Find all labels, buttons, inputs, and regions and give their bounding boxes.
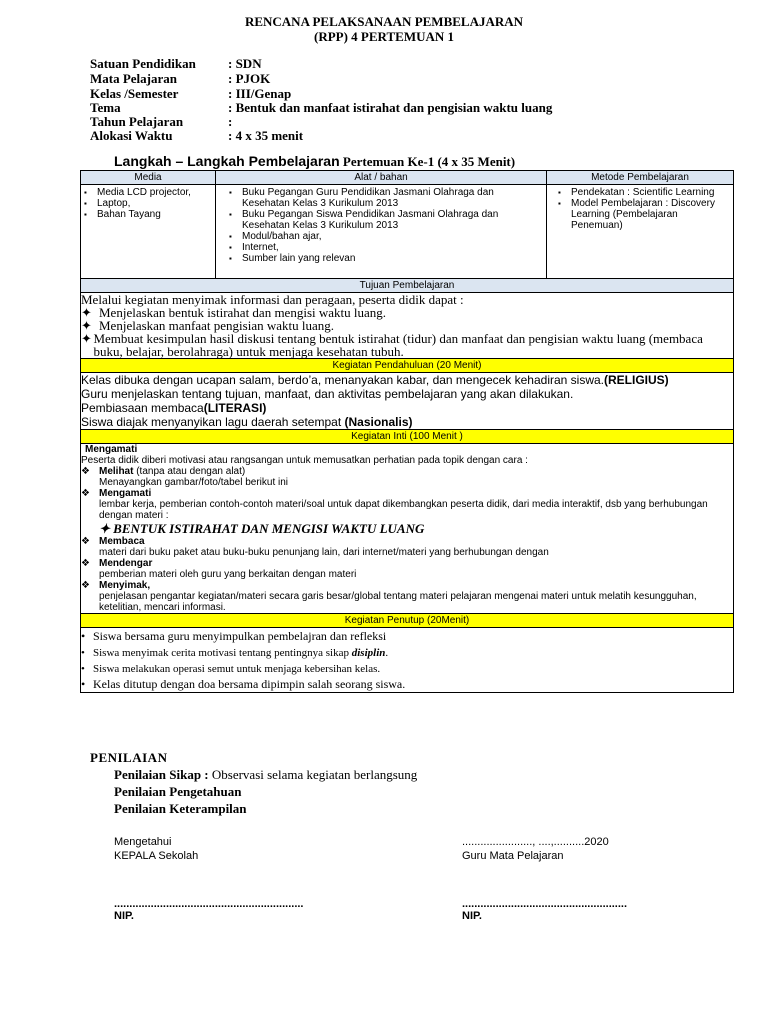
header-alat: Alat / bahan <box>216 171 547 185</box>
list-item: ▪ Pendekatan : Scientific Learning <box>571 187 731 198</box>
inti-header: Kegiatan Inti (100 Menit ) <box>81 430 734 444</box>
list-item: Guru menjelaskan tentang tujuan, manfaat, dan aktivitas pembelajaran yang akan dilakukan. <box>81 387 574 401</box>
list-item: • Siswa bersama guru menyimpulkan pembelajran dan refleksi <box>81 628 733 645</box>
list-item: • Kelas ditutup dengan doa bersama dipimpin salah seorang siswa. <box>81 677 733 692</box>
signature-left: Mengetahui KEPALA Sekolah .............................................................. NIP. <box>114 836 304 922</box>
list-item: Kelas dibuka dengan ucapan salam, berdo’a, menanyakan kabar, dan mengecek kehadiran siswa.(RELIGIUS) <box>81 373 669 387</box>
list-item: ▪ Media LCD projector, <box>97 187 213 198</box>
penilaian-pengetahuan: Penilaian Pengetahuan <box>114 784 242 799</box>
tujuan-header: Tujuan Pembelajaran <box>81 279 734 293</box>
media-cell <box>81 185 216 279</box>
diamond-icon: ❖ <box>81 558 90 569</box>
list-item: Menjelaskan bentuk istirahat dan mengisi waktu luang. <box>99 305 387 320</box>
diamond-outline-icon: ❖ <box>81 580 90 591</box>
diamond-outline-icon: ❖ <box>81 536 90 547</box>
melihat-desc: Menayangkan gambar/foto/tabel berikut ini <box>99 477 289 488</box>
header-metode: Metode Pembelajaran <box>547 171 734 185</box>
penilaian-sikap: Penilaian Sikap : Observasi selama kegiatan berlangsung <box>114 767 418 782</box>
alat-cell <box>216 185 547 279</box>
header-media: Media <box>81 171 216 185</box>
list-item: ▪ Buku Pegangan Guru Pendidikan Jasmani Olahraga dan Kesehatan Kelas 3 Kurikulum 2013 <box>242 187 544 209</box>
document-title: RENCANA PELAKSANAAN PEMBELAJARAN <box>244 14 524 29</box>
penutup-cell <box>81 628 734 693</box>
mengamati-desc: Peserta didik diberi motivasi atau rangsangan untuk memusatkan perhatian pada topik dengan cara : <box>81 455 528 466</box>
list-item: ▪ Sumber lain yang relevan <box>242 253 544 264</box>
langkah-heading: Langkah – Langkah Pembelajaran Pertemuan Ke-1 (4 x 35 Menit) <box>114 153 516 169</box>
metode-cell <box>547 185 734 279</box>
star-bullet-icon: ✦ <box>81 305 92 320</box>
star-bullet-icon: ✦ <box>81 331 92 346</box>
list-item: • Siswa melakukan operasi semut untuk menjaga kebersihan kelas. <box>81 662 733 677</box>
penilaian-title: PENILAIAN <box>90 750 168 765</box>
menyimak-desc: penjelasan pengantar kegiatan/materi secara garis besar/global tentang materi pelajaran mengenai materi untuk melatih kesungguhan, ketelitian, mencari informasi. <box>99 591 697 613</box>
info-mapel: Mata Pelajaran : PJOK <box>90 71 271 86</box>
list-item: Membuat kesimpulan hasil diskusi tentang bentuk istirahat (tidur) dan manfaat dan pengisian waktu luang (membaca buku, belajar, berolahraga) untuk menjaga kesehatan tubuh. <box>93 331 703 359</box>
membaca-desc: materi dari buku paket atau buku-buku penunjang lain, dari internet/materi yang berhubungan dengan <box>99 547 549 558</box>
mendengar-desc: pemberian materi oleh guru yang berkaitan dengan materi <box>99 569 357 580</box>
list-item: ▪ Bahan Tayang <box>97 209 213 220</box>
list-item: ▪ Laptop, <box>97 198 213 209</box>
list-item: • Siswa menyimak cerita motivasi tentang pentingnya sikap disiplin. <box>81 645 733 662</box>
diamond-icon: ❖ <box>81 488 90 499</box>
document-subtitle: (RPP) 4 PERTEMUAN 1 <box>314 29 454 44</box>
list-item: ▪ Internet, <box>242 242 544 253</box>
info-satuan: Satuan Pendidikan : SDN <box>90 56 262 71</box>
list-item: Pembiasaan membaca(LITERASI) <box>81 401 267 415</box>
star-bullet-icon: ✦ <box>81 318 92 333</box>
diamond-outline-icon: ❖ <box>81 466 90 477</box>
list-item: ▪ Modul/bahan ajar, <box>242 231 544 242</box>
mengamati2-desc: lembar kerja, pemberian contoh-contoh materi/soal untuk dapat dikembangkan peserta didik, dari media interaktif, dsb yang berhubungan dengan materi : <box>99 499 708 521</box>
signature-right: ......................., ....,..........2020 Guru Mata Pelajaran ...................................................... NIP. <box>462 836 628 922</box>
mengamati-title: Mengamati <box>85 444 138 455</box>
pendahuluan-cell <box>81 373 734 430</box>
inti-cell: Mengamati Peserta didik diberi motivasi atau rangsangan untuk memusatkan perhatian pada topik dengan cara : ❖ Melihat (tanpa atau dengan alat) Menayangkan gambar/foto/tabel berikut ini ❖ Mengamati lembar kerja, pemberian contoh-contoh materi/soal untuk dapat dikembangkan peserta didik, dari media interaktif, dsb yang berhubungan dengan materi : ✦ BENTUK ISTIRAHAT DAN MENGISI WAKTU LUANG ❖ Membaca materi dari buku paket atau buku-buku penunjang lain, dari internet/materi yang berhubungan dengan ❖ Mendengar pemberian materi oleh guru yang berkaitan dengan materi ❖ Menyimak, penjelasan pengantar kegiatan/materi secara garis besar/global tentang materi pelajaran mengenai materi untuk melatih kesungguhan, ketelitian, mencari informasi. <box>81 444 734 614</box>
info-kelas: Kelas /Semester : III/Genap <box>90 86 292 101</box>
tujuan-cell <box>81 293 734 359</box>
topic-title: BENTUK ISTIRAHAT DAN MENGISI WAKTU LUANG <box>113 521 425 536</box>
list-item: ▪ Buku Pegangan Siswa Pendidikan Jasmani Olahraga dan Kesehatan Kelas 3 Kurikulum 2013 <box>242 209 544 231</box>
penutup-header: Kegiatan Penutup (20Menit) <box>81 614 734 628</box>
list-item: Siswa diajak menyanyikan lagu daerah setempat (Nasionalis) <box>81 415 413 429</box>
list-item: ▪ Model Pembelajaran : Discovery Learning (Pembelajaran Penemuan) <box>571 198 731 231</box>
info-tema: Tema : Bentuk dan manfaat istirahat dan pengisian waktu luang <box>90 100 553 115</box>
tujuan-intro: Melalui kegiatan menyimak informasi dan peragaan, peserta didik dapat : <box>81 292 464 307</box>
list-item: Menjelaskan manfaat pengisian waktu luang. <box>99 318 335 333</box>
pendahuluan-header: Kegiatan Pendahuluan (20 Menit) <box>81 359 734 373</box>
star-bullet-icon: ✦ <box>99 521 114 536</box>
info-alokasi: Alokasi Waktu : 4 x 35 menit <box>90 128 304 143</box>
info-tahun: Tahun Pelajaran : <box>90 114 233 129</box>
lesson-plan-table <box>80 170 734 693</box>
penilaian-keterampilan: Penilaian Keterampilan <box>114 801 247 816</box>
